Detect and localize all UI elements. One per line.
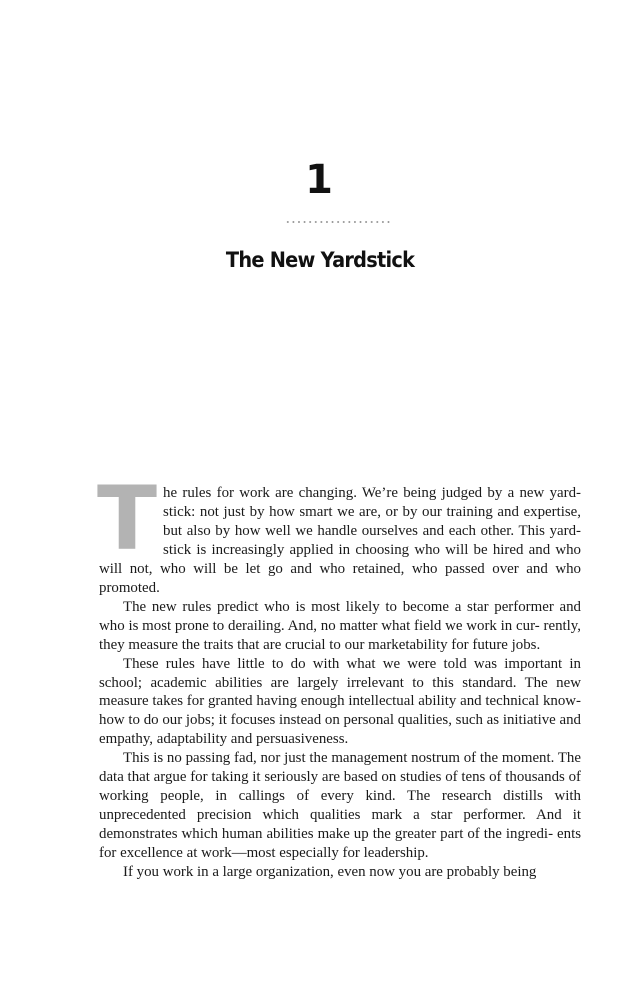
paragraph-2: The new rules predict who is most likely to become a star performer and who is most prone to derailing. And, no matter what field we work in cur- rently, they measure the traits that are crucial to our marketability for future jobs. — [99, 598, 581, 653]
paragraph-1-text: he rules for work are changing. We’re being judged by a new yard- stick: not just by how smart we are, or by our training and expertise, but also by how well we handle ourselves and each other. This yard- stick is increasingly applied in choosing who will be hired and who will not, who will be let go and who retained, who passed over and who promoted. — [99, 485, 581, 596]
paragraph-3: These rules have little to do with what we were told was important in school; academic abilities are largely irrelevant to this standard. The new measure takes for granted having enough intellectual ability and technical know-how to do our jobs; it focuses instead on personal qualities, such as initiative and empathy, adaptability and persuasiveness. — [99, 655, 581, 748]
drop-cap: T — [97, 467, 158, 570]
paragraph-5: If you work in a large organization, even now you are probably being — [123, 864, 537, 881]
chapter-body — [97, 467, 581, 882]
chapter-number: 1 — [305, 157, 332, 203]
dotted-divider — [285, 220, 391, 224]
paragraph-4: This is no passing fad, nor just the management nostrum of the moment. The data that argue for taking it seriously are based on studies of tens of thousands of working people, in callings of every kind. The research distills with unprecedented precision which qualities mark a star performer. And it demonstrates which human abilities make up the greater part of the ingredi- ents for excellence at work—most especially for leadership. — [99, 750, 581, 862]
paragraph-1 — [97, 467, 581, 598]
chapter-title: The New Yardstick — [225, 248, 415, 272]
